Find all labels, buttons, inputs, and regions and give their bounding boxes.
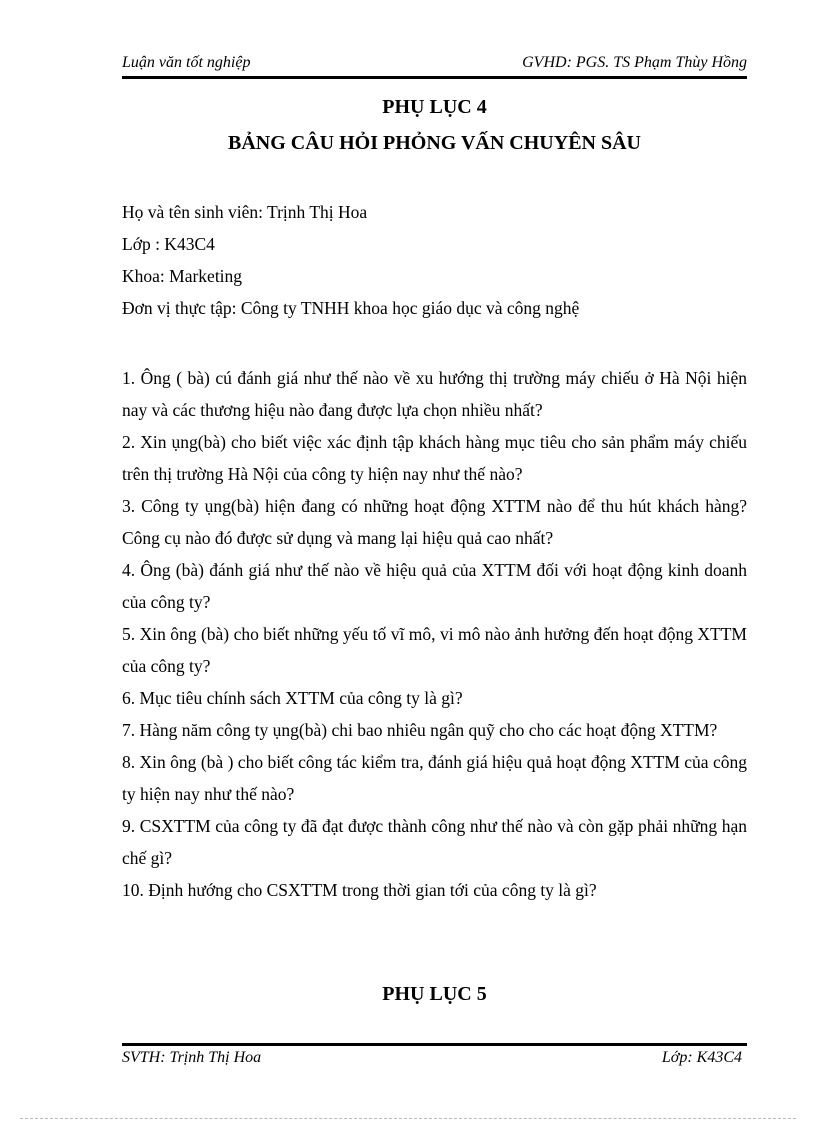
student-faculty: Khoa: Marketing	[122, 266, 243, 286]
header-advisor: GVHD: PGS. TS Phạm Thùy Hồng	[522, 54, 747, 71]
footer-student: SVTH: Trịnh Thị Hoa	[122, 1049, 262, 1066]
page-footer	[122, 1049, 742, 1073]
internship-unit: Đơn vị thực tập: Công ty TNHH khoa học giáo dục và công nghệ	[122, 298, 580, 318]
header-divider	[122, 76, 747, 79]
student-name: Họ và tên sinh viên: Trịnh Thị Hoa	[122, 202, 368, 222]
header-thesis-label: Luận văn tốt nghiệp	[122, 54, 251, 71]
question-item: 4. Ông (bà) đánh giá như thế nào về hiệu quả của XTTM đối với hoạt động kinh doanh của công ty?	[122, 560, 747, 612]
question-item: 6. Mục tiêu chính sách XTTM của công ty là gì?	[122, 688, 463, 708]
question-item: 1. Ông ( bà) cú đánh giá như thế nào về xu hướng thị trường máy chiếu ở Hà Nội hiện nay và các thương hiệu nào đang được lựa chọn nhiều nhất?	[122, 368, 747, 420]
interview-questionnaire-title: BẢNG CÂU HỎI PHỎNG VẤN CHUYÊN SÂU	[228, 132, 641, 154]
footer-class: Lớp: K43C4	[661, 1049, 742, 1066]
page-header	[122, 52, 747, 76]
question-item: 7. Hàng năm công ty ụng(bà) chi bao nhiêu ngân quỹ cho cho các hoạt động XTTM?	[122, 720, 718, 740]
question-item: 9. CSXTTM của công ty đã đạt được thành công như thế nào và còn gặp phải những hạn chế gì?	[122, 816, 747, 868]
question-item: 10. Định hướng cho CSXTTM trong thời gian tới của công ty là gì?	[122, 880, 597, 900]
student-info	[122, 199, 747, 327]
question-list	[122, 362, 747, 906]
appendix-4-title: PHỤ LỤC 4	[382, 96, 487, 118]
question-item: 3. Công ty ụng(bà) hiện đang có những hoạt động XTTM nào để thu hút khách hàng? Công cụ nào đó được sử dụng và mang lại hiệu quả cao nhất?	[122, 496, 747, 548]
page-break-line	[20, 1118, 796, 1119]
footer-divider	[122, 1043, 747, 1046]
question-item: 5. Xin ông (bà) cho biết những yếu tố vĩ mô, vi mô nào ảnh hưởng đến hoạt động XTTM của công ty?	[122, 624, 747, 676]
student-class: Lớp : K43C4	[122, 234, 215, 254]
question-item: 2. Xin ụng(bà) cho biết việc xác định tập khách hàng mục tiêu cho sản phẩm máy chiếu trên thị trường Hà Nội của công ty hiện nay như thế nào?	[122, 432, 747, 484]
question-item: 8. Xin ông (bà ) cho biết công tác kiểm tra, đánh giá hiệu quả hoạt động XTTM của công ty hiện nay như thế nào?	[122, 752, 747, 804]
appendix-5-title: PHỤ LỤC 5	[382, 983, 487, 1005]
